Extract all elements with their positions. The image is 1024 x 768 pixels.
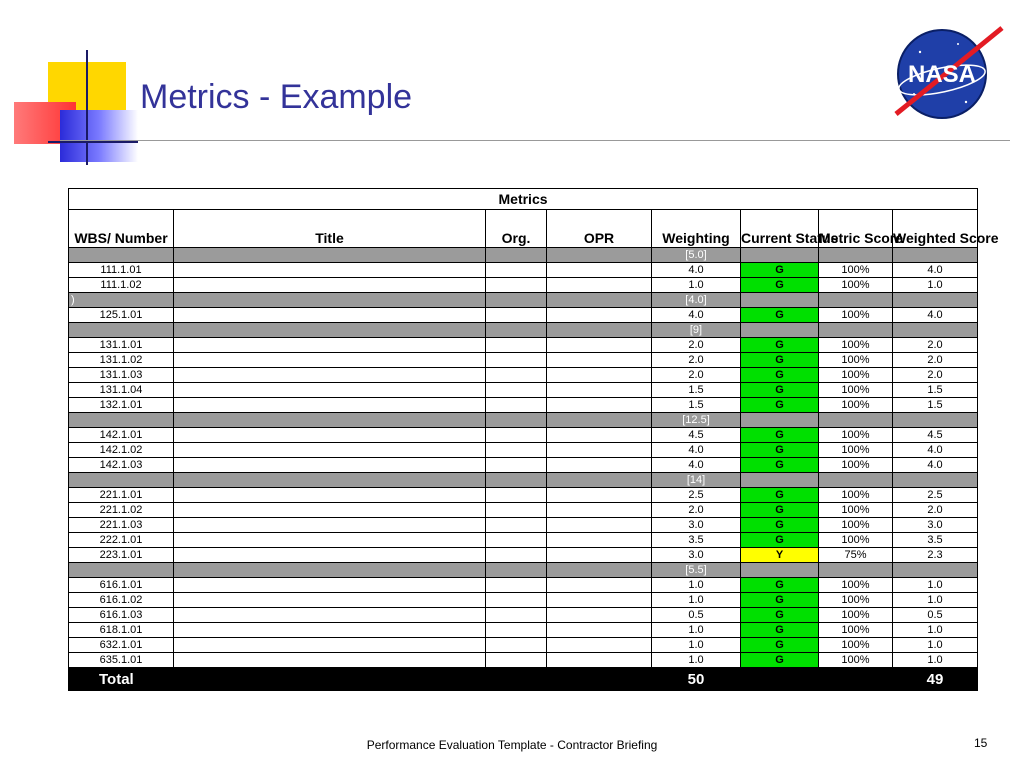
table-row xyxy=(69,608,978,623)
cell-opr xyxy=(547,638,652,653)
cell-weighted-score: 1.5 xyxy=(893,398,978,413)
group-org-cell xyxy=(486,413,547,428)
group-row xyxy=(69,413,978,428)
cell-metric-score: 100% xyxy=(819,458,893,473)
cell-weighting: 1.0 xyxy=(652,623,741,638)
cell-opr xyxy=(547,383,652,398)
header-opr: OPR xyxy=(547,210,652,248)
header-weighting: Weighting xyxy=(652,210,741,248)
cell-status: G xyxy=(741,578,819,593)
group-opr-cell xyxy=(547,323,652,338)
group-weighted-cell xyxy=(893,323,978,338)
cell-wbs: 111.1.02 xyxy=(69,278,174,293)
group-status-cell xyxy=(741,323,819,338)
table-body xyxy=(69,248,978,668)
group-label xyxy=(69,563,174,578)
cell-weighting: 1.0 xyxy=(652,578,741,593)
table-row xyxy=(69,578,978,593)
group-org-cell xyxy=(486,248,547,263)
cell-weighting: 2.0 xyxy=(652,503,741,518)
cell-opr xyxy=(547,428,652,443)
group-weighted-cell xyxy=(893,473,978,488)
cell-title xyxy=(174,263,486,278)
group-metric-cell xyxy=(819,323,893,338)
cell-weighting: 1.0 xyxy=(652,593,741,608)
cell-weighted-score: 4.0 xyxy=(893,458,978,473)
total-label: Total xyxy=(69,668,174,691)
cell-metric-score: 100% xyxy=(819,398,893,413)
group-metric-cell xyxy=(819,248,893,263)
cell-org xyxy=(486,548,547,563)
header-metric-score: Metric Score xyxy=(819,210,893,248)
total-row xyxy=(69,668,978,691)
cell-opr xyxy=(547,368,652,383)
cell-weighting: 4.0 xyxy=(652,443,741,458)
group-title-cell xyxy=(174,413,486,428)
cell-wbs: 131.1.01 xyxy=(69,338,174,353)
group-metric-cell xyxy=(819,293,893,308)
group-title-cell xyxy=(174,248,486,263)
table-row xyxy=(69,623,978,638)
cell-metric-score: 100% xyxy=(819,593,893,608)
header-title: Title xyxy=(174,210,486,248)
group-title-cell xyxy=(174,563,486,578)
cell-status: Y xyxy=(741,548,819,563)
cell-status: G xyxy=(741,338,819,353)
cell-weighted-score: 1.0 xyxy=(893,278,978,293)
cell-wbs: 616.1.02 xyxy=(69,593,174,608)
header-wbs: WBS/ Number xyxy=(69,210,174,248)
decor-vertical-line xyxy=(86,50,88,165)
cell-weighted-score: 4.0 xyxy=(893,308,978,323)
cell-opr xyxy=(547,608,652,623)
cell-opr xyxy=(547,593,652,608)
cell-org xyxy=(486,578,547,593)
cell-status: G xyxy=(741,353,819,368)
group-label xyxy=(69,413,174,428)
cell-opr xyxy=(547,488,652,503)
metrics-table xyxy=(68,188,999,691)
cell-status: G xyxy=(741,443,819,458)
cell-weighted-score: 1.0 xyxy=(893,638,978,653)
group-weighted-cell xyxy=(893,293,978,308)
cell-opr xyxy=(547,578,652,593)
cell-weighted-score: 2.0 xyxy=(893,368,978,383)
cell-wbs: 111.1.01 xyxy=(69,263,174,278)
group-weighting: [5.0] xyxy=(652,248,741,263)
cell-metric-score: 100% xyxy=(819,278,893,293)
cell-opr xyxy=(547,548,652,563)
cell-title xyxy=(174,368,486,383)
cell-org xyxy=(486,263,547,278)
cell-status: G xyxy=(741,518,819,533)
table-row xyxy=(69,353,978,368)
table-caption: Metrics xyxy=(69,189,978,210)
cell-opr xyxy=(547,338,652,353)
cell-title xyxy=(174,608,486,623)
cell-metric-score: 100% xyxy=(819,638,893,653)
cell-org xyxy=(486,533,547,548)
table-row xyxy=(69,548,978,563)
cell-weighting: 4.0 xyxy=(652,263,741,278)
cell-title xyxy=(174,533,486,548)
group-org-cell xyxy=(486,563,547,578)
group-metric-cell xyxy=(819,413,893,428)
nasa-logo-icon xyxy=(882,22,1006,126)
cell-status: G xyxy=(741,608,819,623)
cell-weighted-score: 1.0 xyxy=(893,623,978,638)
total-spacer xyxy=(174,668,486,691)
cell-wbs: 142.1.01 xyxy=(69,428,174,443)
cell-org xyxy=(486,623,547,638)
cell-status: G xyxy=(741,428,819,443)
table-row xyxy=(69,458,978,473)
page-number: 15 xyxy=(974,736,988,750)
cell-opr xyxy=(547,653,652,668)
table-row xyxy=(69,638,978,653)
group-org-cell xyxy=(486,473,547,488)
cell-status: G xyxy=(741,488,819,503)
cell-opr xyxy=(547,353,652,368)
group-opr-cell xyxy=(547,293,652,308)
table-row xyxy=(69,278,978,293)
table-row xyxy=(69,443,978,458)
cell-title xyxy=(174,638,486,653)
cell-metric-score: 100% xyxy=(819,443,893,458)
cell-org xyxy=(486,398,547,413)
table-row xyxy=(69,428,978,443)
cell-metric-score: 100% xyxy=(819,368,893,383)
table-row xyxy=(69,653,978,668)
slide-title: Metrics - Example xyxy=(140,78,413,116)
group-opr-cell xyxy=(547,473,652,488)
group-weighting: [9] xyxy=(652,323,741,338)
cell-wbs: 142.1.02 xyxy=(69,443,174,458)
cell-title xyxy=(174,578,486,593)
cell-wbs: 221.1.03 xyxy=(69,518,174,533)
cell-org xyxy=(486,458,547,473)
group-weighted-cell xyxy=(893,248,978,263)
group-weighted-cell xyxy=(893,413,978,428)
cell-status: G xyxy=(741,593,819,608)
cell-status: G xyxy=(741,458,819,473)
cell-status: G xyxy=(741,638,819,653)
cell-metric-score: 100% xyxy=(819,488,893,503)
cell-metric-score: 100% xyxy=(819,308,893,323)
cell-wbs: 616.1.01 xyxy=(69,578,174,593)
cell-weighted-score: 1.5 xyxy=(893,383,978,398)
cell-title xyxy=(174,398,486,413)
cell-org xyxy=(486,518,547,533)
cell-org xyxy=(486,368,547,383)
group-label xyxy=(69,248,174,263)
cell-title xyxy=(174,308,486,323)
cell-wbs: 131.1.03 xyxy=(69,368,174,383)
cell-weighted-score: 4.0 xyxy=(893,263,978,278)
cell-metric-score: 100% xyxy=(819,263,893,278)
cell-wbs: 222.1.01 xyxy=(69,533,174,548)
group-status-cell xyxy=(741,563,819,578)
group-status-cell xyxy=(741,413,819,428)
total-weighted-score: 49 xyxy=(893,668,978,691)
cell-opr xyxy=(547,533,652,548)
cell-weighting: 1.5 xyxy=(652,398,741,413)
cell-weighted-score: 0.5 xyxy=(893,608,978,623)
cell-wbs: 125.1.01 xyxy=(69,308,174,323)
cell-metric-score: 100% xyxy=(819,608,893,623)
table-row xyxy=(69,503,978,518)
table-row xyxy=(69,488,978,503)
cell-weighting: 3.5 xyxy=(652,533,741,548)
group-metric-cell xyxy=(819,563,893,578)
cell-weighting: 2.0 xyxy=(652,368,741,383)
cell-org xyxy=(486,503,547,518)
cell-weighted-score: 2.0 xyxy=(893,338,978,353)
cell-opr xyxy=(547,623,652,638)
group-row xyxy=(69,248,978,263)
cell-weighting: 1.0 xyxy=(652,653,741,668)
cell-weighting: 4.0 xyxy=(652,308,741,323)
group-weighting: [5.5] xyxy=(652,563,741,578)
cell-metric-score: 100% xyxy=(819,653,893,668)
cell-org xyxy=(486,653,547,668)
cell-weighting: 1.5 xyxy=(652,383,741,398)
header-current-status: Current Status xyxy=(741,210,819,248)
cell-opr xyxy=(547,458,652,473)
cell-title xyxy=(174,548,486,563)
group-row xyxy=(69,293,978,308)
cell-title xyxy=(174,383,486,398)
cell-opr xyxy=(547,263,652,278)
cell-metric-score: 100% xyxy=(819,623,893,638)
group-weighting: [12.5] xyxy=(652,413,741,428)
cell-opr xyxy=(547,308,652,323)
header-org: Org. xyxy=(486,210,547,248)
cell-weighted-score: 1.0 xyxy=(893,593,978,608)
cell-wbs: 221.1.02 xyxy=(69,503,174,518)
cell-weighted-score: 3.5 xyxy=(893,533,978,548)
cell-title xyxy=(174,518,486,533)
svg-text:NASA: NASA xyxy=(907,61,977,88)
table-row xyxy=(69,308,978,323)
title-divider xyxy=(60,140,1010,141)
cell-weighting: 3.0 xyxy=(652,548,741,563)
total-spacer xyxy=(819,668,893,691)
cell-org xyxy=(486,353,547,368)
total-spacer xyxy=(486,668,547,691)
cell-status: G xyxy=(741,503,819,518)
cell-weighting: 2.0 xyxy=(652,353,741,368)
cell-title xyxy=(174,443,486,458)
total-spacer xyxy=(741,668,819,691)
cell-weighted-score: 2.0 xyxy=(893,503,978,518)
cell-weighted-score: 2.5 xyxy=(893,488,978,503)
group-opr-cell xyxy=(547,563,652,578)
cell-weighting: 3.0 xyxy=(652,518,741,533)
cell-title xyxy=(174,458,486,473)
cell-weighted-score: 2.3 xyxy=(893,548,978,563)
cell-opr xyxy=(547,278,652,293)
cell-opr xyxy=(547,518,652,533)
cell-org xyxy=(486,608,547,623)
group-org-cell xyxy=(486,293,547,308)
group-metric-cell xyxy=(819,473,893,488)
cell-status: G xyxy=(741,278,819,293)
group-row xyxy=(69,473,978,488)
cell-title xyxy=(174,338,486,353)
cell-wbs: 221.1.01 xyxy=(69,488,174,503)
cell-weighted-score: 3.0 xyxy=(893,518,978,533)
cell-weighted-score: 1.0 xyxy=(893,578,978,593)
total-spacer xyxy=(547,668,652,691)
cell-metric-score: 100% xyxy=(819,533,893,548)
cell-title xyxy=(174,623,486,638)
cell-title xyxy=(174,593,486,608)
group-org-cell xyxy=(486,323,547,338)
group-status-cell xyxy=(741,293,819,308)
group-title-cell xyxy=(174,473,486,488)
cell-org xyxy=(486,278,547,293)
cell-status: G xyxy=(741,368,819,383)
cell-metric-score: 100% xyxy=(819,338,893,353)
cell-weighting: 0.5 xyxy=(652,608,741,623)
table-row xyxy=(69,263,978,278)
cell-weighting: 4.0 xyxy=(652,458,741,473)
group-opr-cell xyxy=(547,248,652,263)
cell-status: G xyxy=(741,398,819,413)
group-label xyxy=(69,473,174,488)
cell-metric-score: 100% xyxy=(819,428,893,443)
cell-weighting: 4.5 xyxy=(652,428,741,443)
cell-title xyxy=(174,488,486,503)
group-title-cell xyxy=(174,293,486,308)
cell-weighted-score: 1.0 xyxy=(893,653,978,668)
cell-org xyxy=(486,308,547,323)
cell-status: G xyxy=(741,263,819,278)
cell-metric-score: 100% xyxy=(819,578,893,593)
header-weighted-score: Weighted Score xyxy=(893,210,978,248)
cell-org xyxy=(486,443,547,458)
cell-metric-score: 100% xyxy=(819,353,893,368)
table-row xyxy=(69,338,978,353)
cell-org xyxy=(486,383,547,398)
table-row xyxy=(69,533,978,548)
cell-weighted-score: 4.0 xyxy=(893,443,978,458)
cell-weighted-score: 2.0 xyxy=(893,353,978,368)
cell-wbs: 618.1.01 xyxy=(69,623,174,638)
cell-org xyxy=(486,593,547,608)
cell-org xyxy=(486,338,547,353)
cell-opr xyxy=(547,398,652,413)
cell-title xyxy=(174,503,486,518)
total-weighting: 50 xyxy=(652,668,741,691)
cell-org xyxy=(486,428,547,443)
group-title-cell xyxy=(174,323,486,338)
cell-wbs: 131.1.02 xyxy=(69,353,174,368)
cell-title xyxy=(174,353,486,368)
cell-wbs: 635.1.01 xyxy=(69,653,174,668)
cell-wbs: 142.1.03 xyxy=(69,458,174,473)
decor-blue-block xyxy=(60,110,138,162)
cell-weighted-score: 4.5 xyxy=(893,428,978,443)
cell-title xyxy=(174,428,486,443)
cell-wbs: 223.1.01 xyxy=(69,548,174,563)
group-row xyxy=(69,563,978,578)
cell-metric-score: 100% xyxy=(819,518,893,533)
cell-weighting: 2.0 xyxy=(652,338,741,353)
cell-wbs: 132.1.01 xyxy=(69,398,174,413)
table-row xyxy=(69,518,978,533)
cell-title xyxy=(174,653,486,668)
cell-wbs: 632.1.01 xyxy=(69,638,174,653)
cell-metric-score: 100% xyxy=(819,503,893,518)
cell-weighting: 2.5 xyxy=(652,488,741,503)
cell-status: G xyxy=(741,653,819,668)
group-label: ) xyxy=(69,293,174,308)
table-row xyxy=(69,368,978,383)
table-row xyxy=(69,383,978,398)
table-row xyxy=(69,593,978,608)
cell-status: G xyxy=(741,308,819,323)
group-opr-cell xyxy=(547,413,652,428)
cell-weighting: 1.0 xyxy=(652,638,741,653)
cell-wbs: 131.1.04 xyxy=(69,383,174,398)
slide-footer: Performance Evaluation Template - Contractor Briefing xyxy=(366,738,658,752)
table-row xyxy=(69,398,978,413)
cell-org xyxy=(486,638,547,653)
cell-opr xyxy=(547,503,652,518)
cell-status: G xyxy=(741,623,819,638)
cell-wbs: 616.1.03 xyxy=(69,608,174,623)
cell-status: G xyxy=(741,533,819,548)
group-weighting: [4.0] xyxy=(652,293,741,308)
cell-metric-score: 75% xyxy=(819,548,893,563)
group-label xyxy=(69,323,174,338)
cell-org xyxy=(486,488,547,503)
cell-opr xyxy=(547,443,652,458)
group-weighting: [14] xyxy=(652,473,741,488)
cell-metric-score: 100% xyxy=(819,383,893,398)
group-status-cell xyxy=(741,473,819,488)
group-status-cell xyxy=(741,248,819,263)
group-row xyxy=(69,323,978,338)
cell-status: G xyxy=(741,383,819,398)
cell-title xyxy=(174,278,486,293)
cell-weighting: 1.0 xyxy=(652,278,741,293)
group-weighted-cell xyxy=(893,563,978,578)
decor-horizontal-line xyxy=(48,141,138,143)
